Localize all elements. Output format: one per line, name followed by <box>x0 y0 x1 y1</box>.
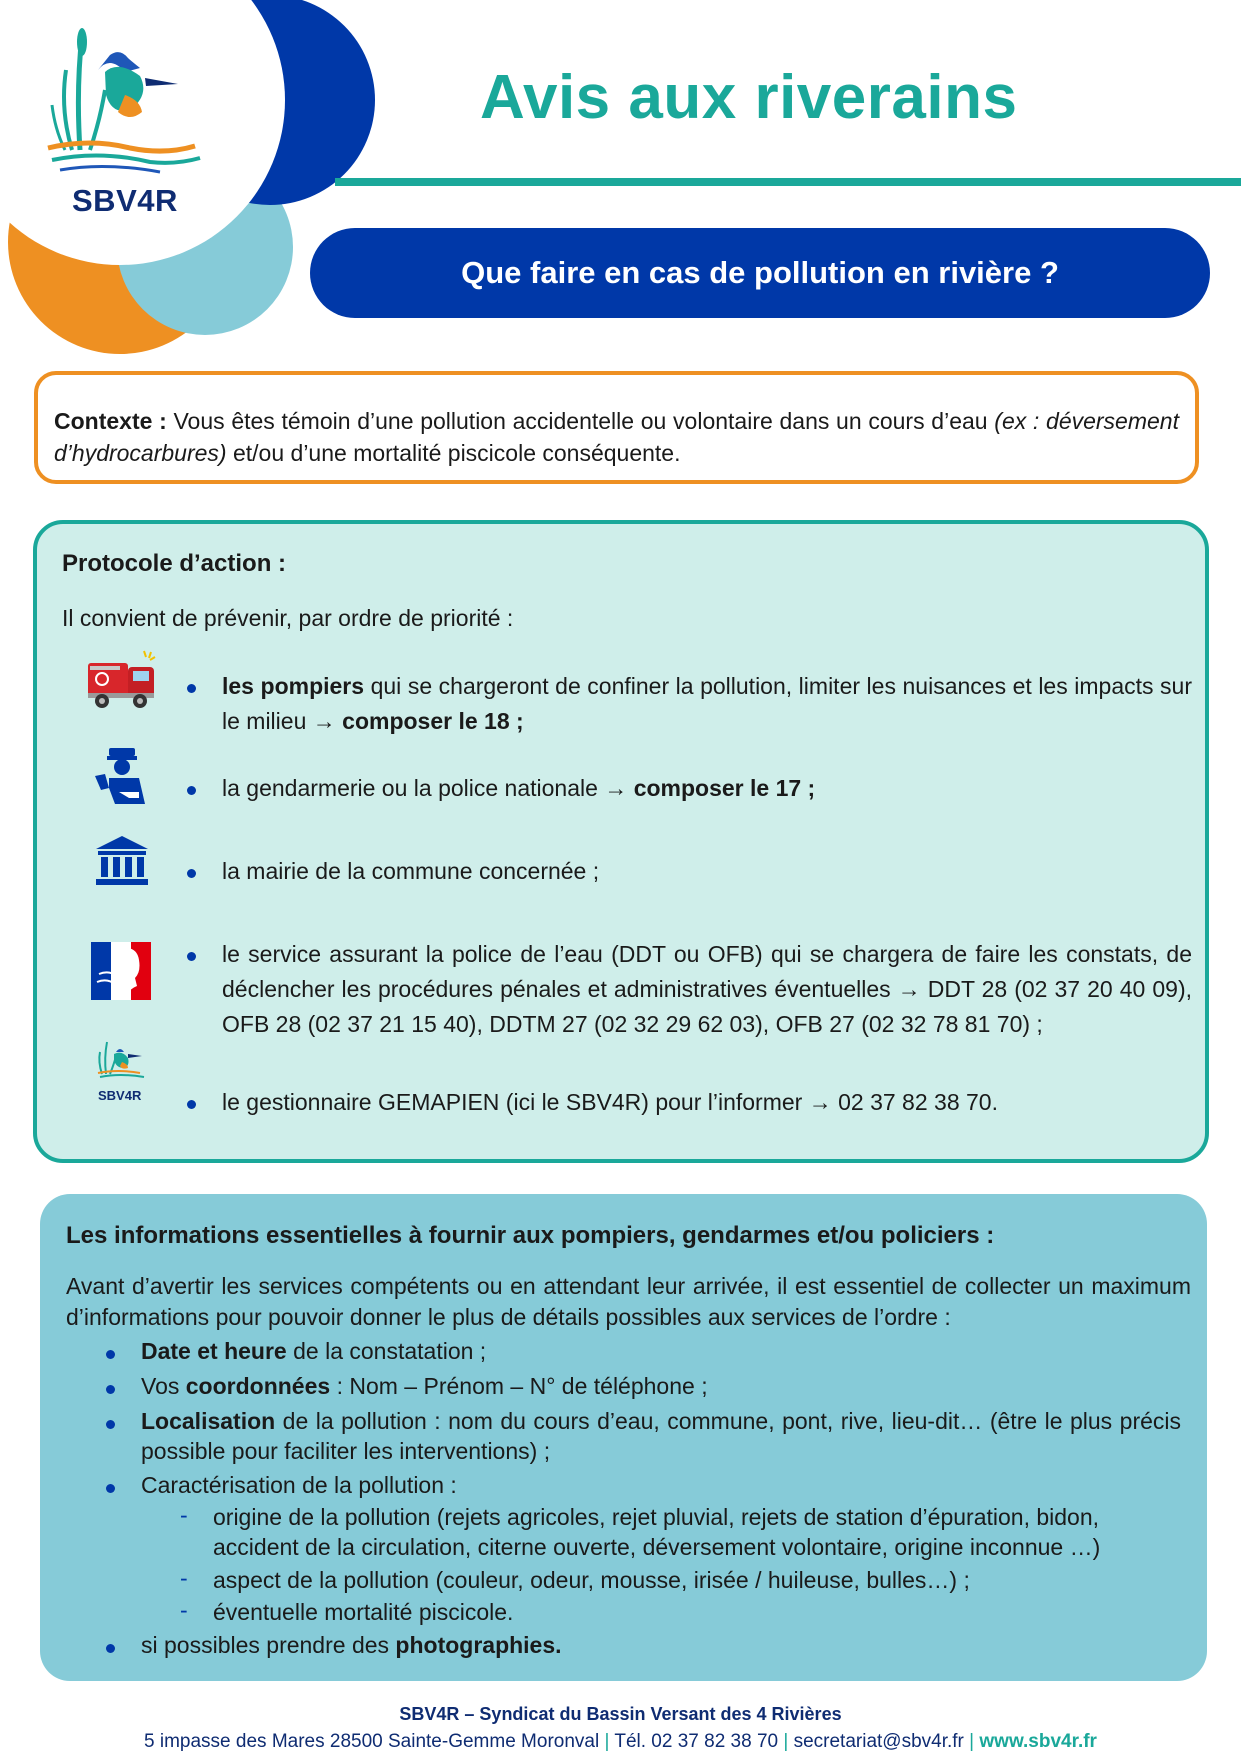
footer-separator-2: | <box>778 1731 794 1752</box>
header-decoration <box>0 0 380 360</box>
footer-address: 5 impasse des Mares 28500 Sainte-Gemme Moronval <box>144 1731 600 1752</box>
info-bullet-2 <box>106 1385 115 1394</box>
protocol-bullet-1 <box>187 684 196 693</box>
info-bullet-1 <box>106 1350 115 1359</box>
gendarmerie-call: composer le 17 ; <box>627 775 816 801</box>
date-text: de la constatation ; <box>286 1338 487 1364</box>
protocol-bullet-3 <box>187 869 196 878</box>
footer-organization: SBV4R – Syndicat du Bassin Versant des 4 Rivières <box>399 1704 842 1724</box>
localisation-label: Localisation <box>141 1408 276 1434</box>
page-title: Avis aux riverains <box>480 63 1018 132</box>
marianne-icon <box>91 942 151 1000</box>
protocol-intro: Il convient de prévenir, par ordre de priorité : <box>62 605 514 631</box>
pompiers-text: qui se chargeront de confiner la pollution, limiter les nuisances et les impacts sur le milieu <box>222 673 1193 734</box>
context-text-1: Vous êtes témoin d’une pollution accidentelle ou volontaire dans un cours d’eau <box>166 408 995 434</box>
context-label: Contexte : <box>54 408 167 434</box>
gemapien-phone: 02 37 82 38 70. <box>831 1089 998 1115</box>
fire-truck-icon <box>84 649 160 711</box>
context-text-2: et/ou d’une mortalité piscicole conséquente. <box>226 440 681 466</box>
police-eau-text: le service assurant la police de l’eau (DDT ou OFB) qui se chargera de faire les constats, de déclencher les procédures pénales et administratives éventuelles → DDT 28 (02 37 20 40 09), OFB 28 (02 37 21 15 40), DDTM 27 (02 32 29 62 03), OFB 27 (02 32 78 81 70) ; <box>222 941 1192 1037</box>
gemapien-text: le gestionnaire GEMAPIEN (ici le SBV4R) pour l’informer <box>222 1089 809 1115</box>
footer-email[interactable]: secretariat@sbv4r.fr <box>793 1731 964 1752</box>
protocol-item-police-eau <box>222 937 1192 1042</box>
protocol-item-gendarmerie <box>222 771 1192 806</box>
protocol-item-pompiers <box>222 669 1192 739</box>
info-item-photographies <box>141 1630 1181 1660</box>
pompiers-arrow: → <box>312 708 336 734</box>
protocol-item-mairie <box>222 854 1192 889</box>
footer-website[interactable]: www.sbv4r.fr <box>979 1731 1097 1752</box>
coordonnees-label: coordonnées <box>185 1373 331 1399</box>
sbv4r-logo-icon <box>94 1040 152 1086</box>
info-bullet-4 <box>106 1484 115 1493</box>
info-item-caracterisation: Caractérisation de la pollution : <box>141 1472 457 1498</box>
footer-separator-1: | <box>599 1731 615 1752</box>
subtitle-text: Que faire en cas de pollution en rivière ? <box>461 255 1059 290</box>
localisation-text: de la pollution : nom du cours d’eau, commune, pont, rive, lieu-dit… (être le plus précis possible pour faciliter les interventions) ; <box>141 1408 1181 1464</box>
info-title: Les informations essentielles à fournir aux pompiers, gendarmes et/ou policiers : <box>66 1222 995 1249</box>
pompiers-label: les pompiers <box>222 673 365 699</box>
protocol-bullet-5 <box>187 1100 196 1109</box>
gemapien-arrow: → <box>808 1089 832 1115</box>
sub-item-aspect: aspect de la pollution (couleur, odeur, mousse, irisée / huileuse, bulles…) ; <box>213 1567 970 1593</box>
mairie-text: la mairie de la commune concernée ; <box>222 858 600 884</box>
gendarmerie-text: la gendarmerie ou la police nationale <box>222 775 605 801</box>
info-bullet-3 <box>106 1420 115 1429</box>
photographies-text: si possibles prendre des <box>141 1632 396 1658</box>
context-box <box>34 371 1199 484</box>
pompiers-call: composer le 18 ; <box>335 708 524 734</box>
date-label: Date et heure <box>141 1338 287 1364</box>
protocol-item-gemapien <box>222 1085 1192 1120</box>
footer-contact <box>0 1731 1241 1753</box>
sub-dash-3: - <box>180 1597 188 1623</box>
info-item-date <box>141 1336 1181 1366</box>
protocol-title: Protocole d’action : <box>62 550 287 577</box>
sub-dash-1: - <box>180 1502 188 1528</box>
sub-item-origine: origine de la pollution (rejets agricoles, rejet pluvial, rejets de station d’épuration, bidon, accident de la circulation, citerne ouverte, déversement volontaire, origine inconnue …) <box>213 1504 1101 1560</box>
info-bullet-5 <box>106 1644 115 1653</box>
protocol-bullet-2 <box>187 786 196 795</box>
footer-phone: Tél. 02 37 82 38 70 <box>614 1731 779 1752</box>
sub-item-mortalite: éventuelle mortalité piscicole. <box>213 1599 514 1625</box>
title-underline <box>335 178 1241 186</box>
photographies-label: photographies. <box>395 1632 562 1658</box>
protocol-bullet-4 <box>187 952 196 961</box>
coordonnees-text: : Nom – Prénom – N° de téléphone ; <box>330 1373 708 1399</box>
logo-text: SBV4R <box>72 183 178 218</box>
footer-separator-3: | <box>963 1731 980 1752</box>
subtitle-banner <box>310 228 1210 318</box>
context-italic: (ex : déversement d’hydrocarbures) <box>54 408 1179 466</box>
sub-dash-2: - <box>180 1565 188 1591</box>
info-item-coordonnees <box>141 1371 1181 1401</box>
town-hall-icon <box>96 836 148 886</box>
info-item-localisation <box>141 1406 1181 1466</box>
coordonnees-prefix: Vos <box>141 1373 186 1399</box>
info-intro: Avant d’avertir les services compétents ou en attendant leur arrivée, il est essentiel de collecter un maximum d’informations pour pouvoir donner le plus de détails possibles aux services de l’ordre : <box>66 1273 1191 1330</box>
police-officer-icon <box>95 748 149 804</box>
sbv4r-icon-label: SBV4R <box>98 1088 142 1103</box>
gendarmerie-arrow: → <box>604 775 628 801</box>
